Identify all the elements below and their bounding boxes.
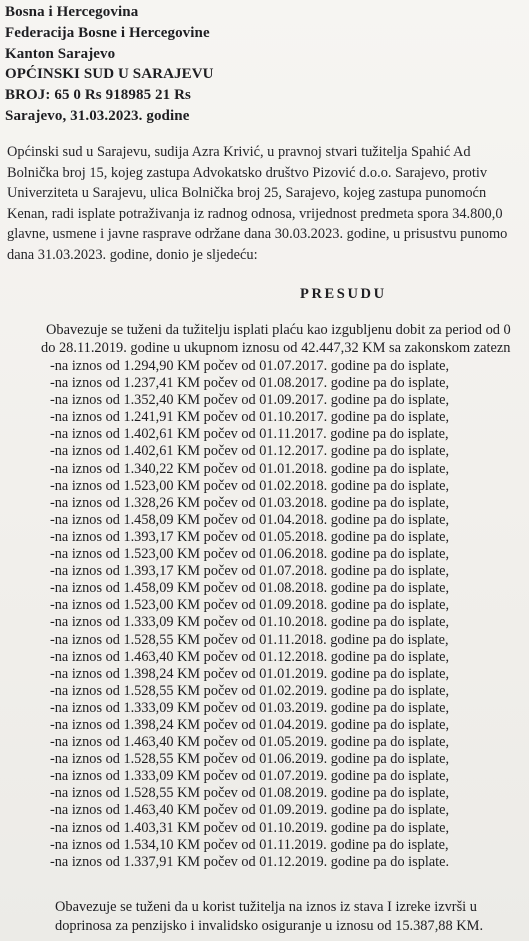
payment-item: -na iznos od 1.403,31 KM počev od 01.10.2019. godine pa do isplate, — [50, 819, 450, 836]
payment-item: -na iznos od 1.528,55 KM počev od 01.11.2018. godine pa do isplate, — [50, 631, 449, 648]
closing-paragraph — [55, 898, 483, 935]
payment-item: -na iznos od 1.241,91 KM počev od 01.10.2017. godine pa do isplate, — [50, 409, 450, 426]
header-court-name: OPĆINSKI SUD U SARAJEVU — [5, 66, 214, 83]
payment-item: -na iznos od 1.398,24 KM počev od 01.01.2019. godine pa do isplate, — [50, 665, 450, 682]
payment-item: -na iznos od 1.528,55 KM počev od 01.02.2019. godine pa do isplate, — [50, 682, 450, 699]
verdict-intro-line: Obavezuje se tuženi da tužitelju isplati plaću kao izgubljenu dobit za period od 0 — [46, 322, 511, 338]
payment-item: -na iznos od 1.458,09 KM počev od 01.08.2018. godine pa do isplate, — [50, 580, 450, 597]
closing-line: Obavezuje se tuženi da u korist tužitelja na iznos iz stava I izreke izvrši u — [55, 899, 477, 915]
payment-item: -na iznos od 1.458,09 KM počev od 01.04.2018. godine pa do isplate, — [50, 511, 450, 528]
payment-item: -na iznos od 1.534,10 KM počev od 01.11.2019. godine pa do isplate, — [50, 836, 449, 853]
payment-item: -na iznos od 1.337,91 KM počev od 01.12.2019. godine pa do isplate. — [50, 853, 450, 870]
payment-item: -na iznos od 1.523,00 KM počev od 01.02.2018. godine pa do isplate, — [50, 477, 450, 494]
payment-item: -na iznos od 1.528,55 KM počev od 01.06.2019. godine pa do isplate, — [50, 751, 450, 768]
header-case-number: BROJ: 65 0 Rs 918985 21 Rs — [5, 87, 191, 104]
payment-item: -na iznos od 1.340,22 KM počev od 01.01.2018. godine pa do isplate, — [50, 460, 450, 477]
payment-item: -na iznos od 1.352,40 KM počev od 01.09.2017. godine pa do isplate, — [50, 392, 450, 409]
payment-item: -na iznos od 1.393,17 KM počev od 01.05.2018. godine pa do isplate, — [50, 528, 450, 545]
payment-item: -na iznos od 1.523,00 KM počev od 01.09.2018. godine pa do isplate, — [50, 597, 450, 614]
intro-line: Općinski sud u Sarajevu, sudija Azra Krivić, u pravnoj stvari tužitelja Spahić Ad — [7, 144, 471, 160]
intro-line: dana 31.03.2023. godine, donio je sljedeću: — [7, 246, 258, 263]
payment-item: -na iznos od 1.333,09 KM počev od 01.03.2019. godine pa do isplate, — [50, 699, 450, 716]
payment-item: -na iznos od 1.463,40 KM počev od 01.05.2019. godine pa do isplate, — [50, 734, 450, 751]
payment-item: -na iznos od 1.333,09 KM počev od 01.07.2019. godine pa do isplate, — [50, 768, 450, 785]
verdict-title: PRESUDU — [300, 286, 387, 302]
payment-item: -na iznos od 1.294,90 KM počev od 01.07.2017. godine pa do isplate, — [50, 358, 450, 374]
closing-line: doprinosa za penzijsko i invalidsko osiguranje u iznosu od 15.387,88 KM. — [55, 917, 484, 934]
intro-line: Univerziteta u Sarajevu, ulica Bolnička broj 25, Sarajevo, kojeg zastupa punomoćn — [7, 185, 487, 202]
verdict-intro-line: do 28.11.2019. godine u ukupnom iznosu od 42.447,32 KM sa zakonskom zatezn — [41, 339, 511, 356]
payment-item: -na iznos od 1.328,26 KM počev od 01.03.2018. godine pa do isplate, — [50, 494, 450, 511]
header-date: Sarajevo, 31.03.2023. godine — [5, 107, 190, 124]
payment-item: -na iznos od 1.333,09 KM počev od 01.10.2018. godine pa do isplate, — [50, 614, 450, 631]
payment-item: -na iznos od 1.393,17 KM počev od 01.07.2018. godine pa do isplate, — [50, 563, 450, 580]
intro-line: glavne, usmene i javne rasprave održane dana 30.03.2023. godine, u prisustvu punomo — [7, 226, 508, 243]
verdict-intro — [41, 322, 511, 357]
intro-line: Kenan, radi isplate potraživanja iz radnog odnosa, vrijednost predmeta spora 34.800,0 — [7, 205, 503, 222]
payment-item: -na iznos od 1.237,41 KM počev od 01.08.2017. godine pa do isplate, — [50, 375, 450, 392]
header-federation: Federacija Bosne i Hercegovine — [5, 24, 210, 41]
payment-item: -na iznos od 1.523,00 KM počev od 01.06.2018. godine pa do isplate, — [50, 546, 450, 563]
intro-paragraph — [7, 142, 507, 266]
header-country: Bosna i Hercegovina — [5, 4, 139, 20]
payment-item: -na iznos od 1.402,61 KM počev od 01.11.2017. godine pa do isplate, — [50, 426, 449, 443]
payment-item: -na iznos od 1.528,55 KM počev od 01.08.2019. godine pa do isplate, — [50, 785, 450, 802]
payment-list — [50, 358, 449, 871]
header-canton: Kanton Sarajevo — [5, 45, 116, 62]
payment-item: -na iznos od 1.463,40 KM počev od 01.12.2018. godine pa do isplate, — [50, 648, 450, 665]
intro-line: Bolnička broj 15, kojeg zastupa Advokatsko društvo Pizović d.o.o. Sarajevo, protiv — [7, 164, 488, 181]
payment-item: -na iznos od 1.463,40 KM počev od 01.09.2019. godine pa do isplate, — [50, 802, 450, 819]
court-header — [5, 2, 214, 127]
payment-item: -na iznos od 1.398,24 KM počev od 01.04.2019. godine pa do isplate, — [50, 716, 450, 733]
payment-item: -na iznos od 1.402,61 KM počev od 01.12.2017. godine pa do isplate, — [50, 443, 450, 460]
